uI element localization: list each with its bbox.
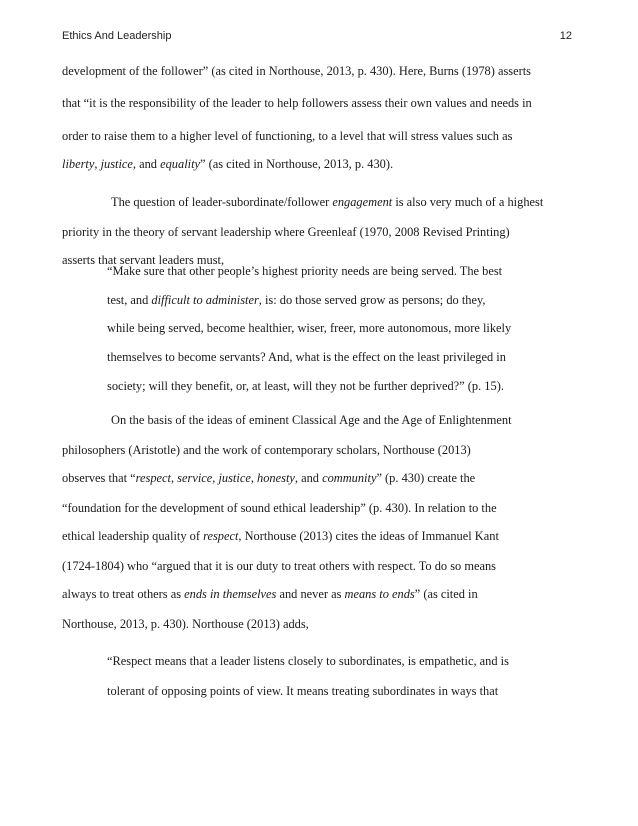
- text-fragment: test, and: [107, 293, 152, 307]
- italic-phrase: difficult to administer: [151, 293, 259, 307]
- text-fragment: , Northouse (2013) cites the ideas of Immanuel Kant: [238, 529, 499, 543]
- italic-phrase: engagement: [332, 195, 393, 209]
- text-line: On the basis of the ideas of eminent Classical Age and the Age of Enlightenment: [111, 413, 512, 427]
- text-line: (1724-1804) who “argued that it is our duty to treat others with respect. To do so means: [62, 559, 496, 573]
- italic-phrase: equality: [160, 157, 201, 171]
- text-line: Northouse, 2013, p. 430). Northouse (2013) adds,: [62, 617, 309, 631]
- text-fragment: ” (p. 430) create the: [376, 471, 476, 485]
- text-line: priority in the theory of servant leadership where Greenleaf (1970, 2008 Revised Printing): [62, 225, 510, 239]
- text-fragment: , is: do those served grow as persons; do they,: [258, 293, 486, 307]
- italic-phrase: respect: [135, 471, 171, 485]
- text-line: [62, 470, 475, 486]
- text-line: [111, 194, 543, 210]
- text-fragment: , and: [294, 471, 323, 485]
- text-line: [62, 156, 393, 172]
- page-number: 12: [559, 30, 572, 42]
- text-line: [62, 586, 478, 602]
- text-line: development of the follower” (as cited in Northouse, 2013, p. 430). Here, Burns (1978) asserts: [62, 64, 532, 78]
- text-line: tolerant of opposing points of view. It means treating subordinates in ways that: [107, 684, 499, 698]
- text-fragment: always to treat others as: [62, 587, 185, 601]
- text-line: while being served, become healthier, wiser, freer, more autonomous, more likely: [107, 321, 512, 335]
- text-fragment: ,: [170, 471, 178, 485]
- text-line: “Respect means that a leader listens closely to subordinates, is empathetic, and is: [107, 654, 509, 668]
- text-line: order to raise them to a higher level of functioning, to a level that will stress values such as: [62, 129, 513, 143]
- document-body: [62, 0, 572, 826]
- italic-phrase: justice: [218, 471, 251, 485]
- text-line: society; will they benefit, or, at least, will they not be further deprived?” (p. 15).: [107, 379, 504, 393]
- italic-phrase: respect: [203, 529, 239, 543]
- text-fragment: and never as: [276, 587, 345, 601]
- text-line: themselves to become servants? And, what is the effect on the least privileged in: [107, 350, 506, 364]
- text-line: “Make sure that other people’s highest priority needs are being served. The best: [107, 264, 503, 278]
- italic-phrase: service: [177, 471, 213, 485]
- text-line: [62, 528, 499, 544]
- text-fragment: ,: [250, 471, 258, 485]
- text-fragment: observes that “: [62, 471, 136, 485]
- text-line: asserts that servant leaders must,: [62, 253, 225, 267]
- italic-phrase: honesty: [257, 471, 295, 485]
- text-fragment: The question of leader-subordinate/follower: [111, 195, 333, 209]
- text-fragment: ,: [212, 471, 219, 485]
- text-line: that “it is the responsibility of the leader to help followers assess their own values and needs in: [62, 96, 532, 110]
- text-line: [107, 292, 485, 308]
- text-fragment: , and: [132, 157, 161, 171]
- text-fragment: ,: [94, 157, 101, 171]
- italic-phrase: justice: [100, 157, 133, 171]
- text-fragment: ” (as cited in Northouse, 2013, p. 430).: [200, 157, 394, 171]
- text-line: philosophers (Aristotle) and the work of contemporary scholars, Northouse (2013): [62, 443, 471, 457]
- text-fragment: ” (as cited in: [414, 587, 478, 601]
- text-line: “foundation for the development of sound ethical leadership” (p. 430). In relation to the: [62, 501, 497, 515]
- italic-phrase: liberty: [62, 157, 95, 171]
- running-head-title: Ethics And Leadership: [62, 30, 172, 42]
- text-fragment: ethical leadership quality of: [62, 529, 204, 543]
- text-fragment: is also very much of a highest: [392, 195, 544, 209]
- italic-phrase: means to ends: [344, 587, 415, 601]
- italic-phrase: ends in themselves: [184, 587, 277, 601]
- italic-phrase: community: [322, 471, 377, 485]
